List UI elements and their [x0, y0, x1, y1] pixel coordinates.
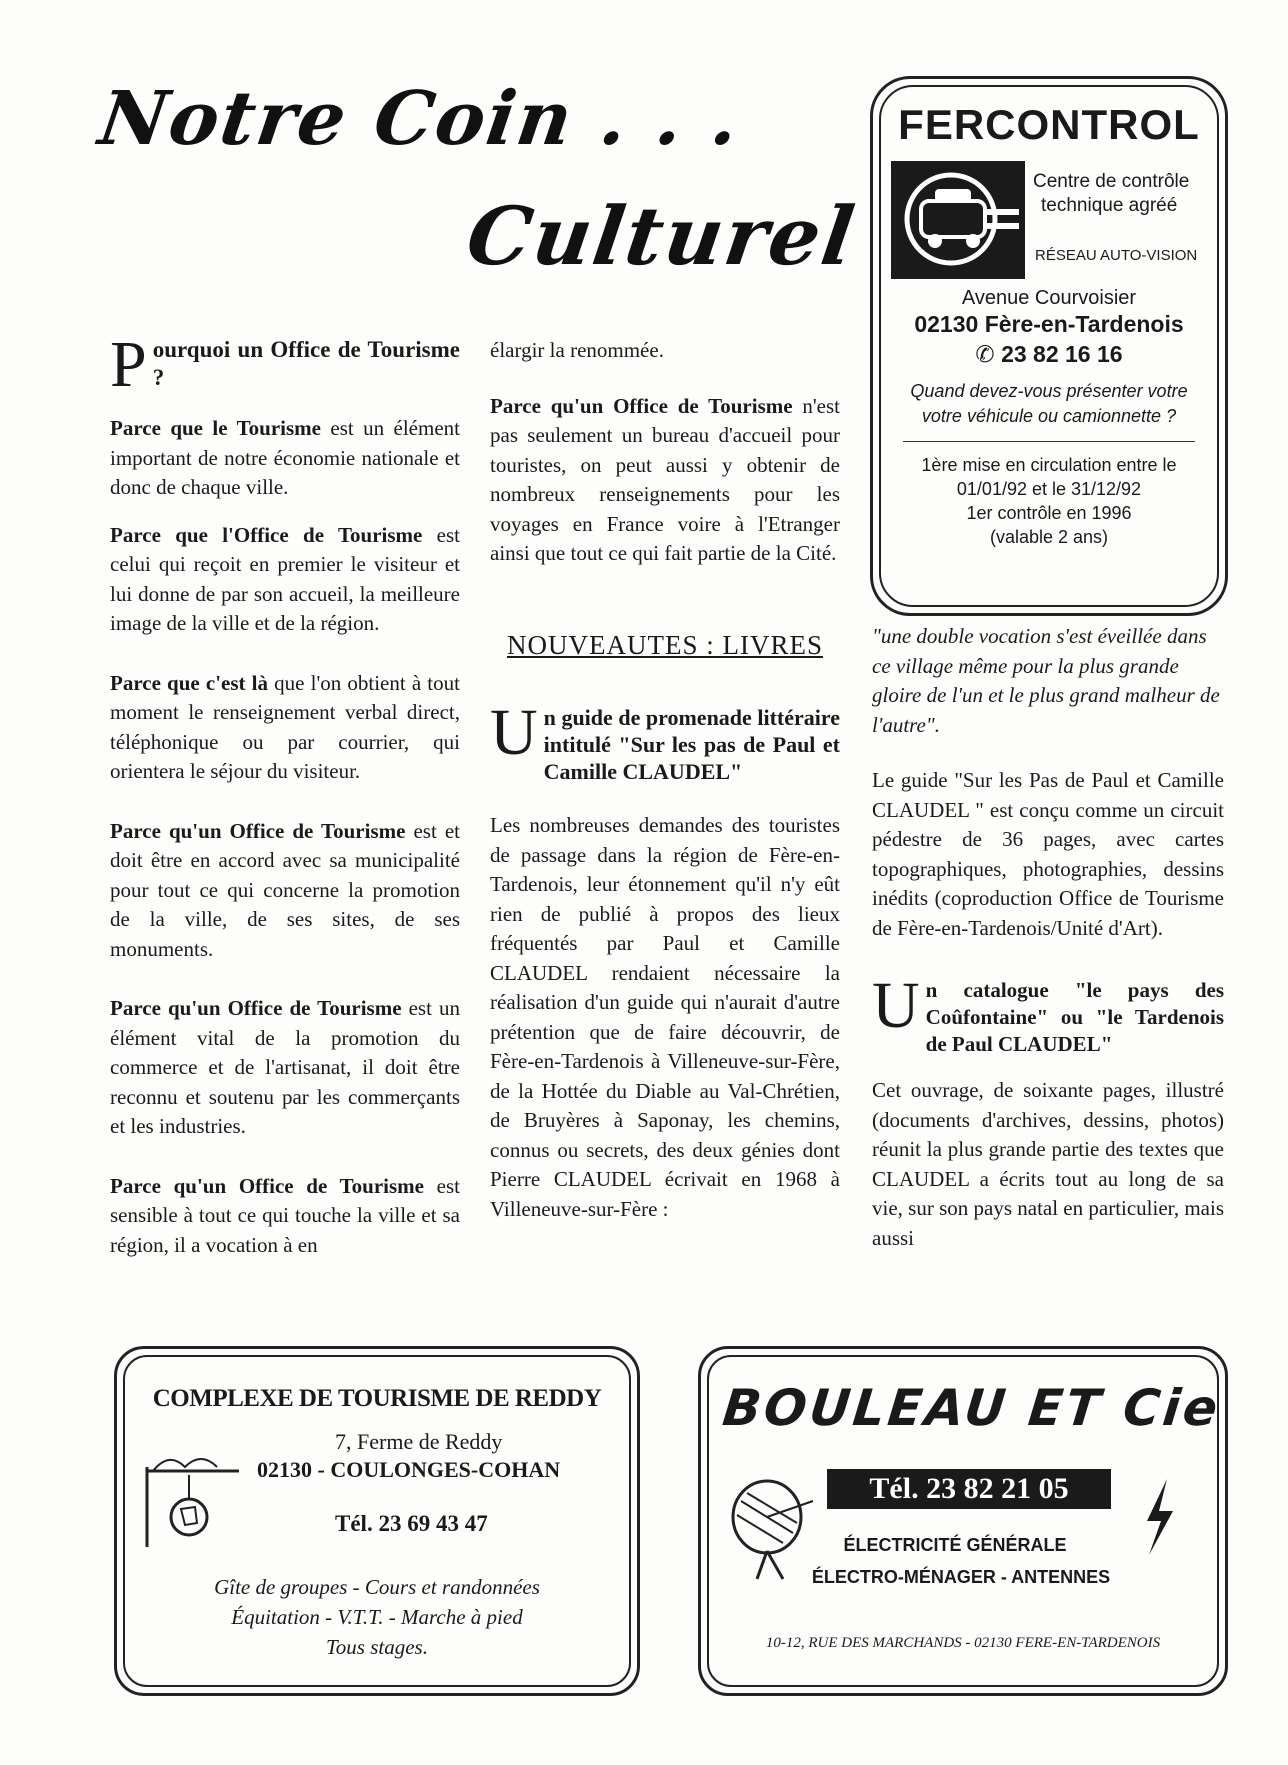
bouleau-service-2: ÉLECTRO-MÉNAGER - ANTENNES: [811, 1567, 1111, 1587]
fercontrol-question: Quand devez-vous présenter votre votre véhicule ou camionnette ?: [910, 381, 1188, 426]
horse-sign-icon: [139, 1447, 249, 1557]
column-2: [490, 336, 840, 1242]
paragraph: Les nombreuses demandes des touristes de passage dans la région de Fère-en-Tardenois, leur étonnement qu'il n'y eût rien de publié à propos des lieux fréquentés par Paul et Camille CLAUDEL rendaient nécessaire la réalisation d'un guide qui n'aurait d'autre prétention que de faire découvrir, de Fère-en-Tardenois à Villeneuve-sur-Fère, de la Hottée du Diable au Val-Chrétien, de Bruyères à Saponay, les chemins, connus ou secrets, des deux génies dont Pierre CLAUDEL écrivait en 1968 à Villeneuve-sur-Fère :: [490, 813, 840, 1221]
fercontrol-rule-2: 1er contrôle en 1996: [966, 503, 1132, 523]
fercontrol-street: Avenue Courvoisier: [961, 287, 1137, 309]
lightning-icon: [1139, 1477, 1179, 1557]
guide-title: n guide de promenade littéraire intitulé "Sur les pas de Paul et Camille CLAUDEL": [543, 705, 840, 784]
fercontrol-network: RÉSEAU AUTO-VISION: [1035, 247, 1198, 264]
paragraph: Parce qu'un Office de Tourisme est sensible à tout ce qui touche la ville et sa région, il a vocation à en: [110, 1173, 461, 1257]
fercontrol-name: FERCONTROL: [898, 101, 1200, 148]
reddy-city: 02130 - COULONGES-COHAN: [257, 1457, 561, 1482]
column-3: [872, 622, 1224, 1271]
section-heading: NOUVEAUTES : LIVRES: [507, 629, 823, 660]
page-title-line2: Culturel: [461, 189, 862, 283]
fercontrol-rule-3: (valable 2 ans): [989, 527, 1109, 547]
column-1: [110, 328, 461, 1278]
paragraph: Parce qu'un Office de Tourisme est et doit être en accord avec sa municipalité pour tout ce qui concerne la promotion de la ville, de ses sites, de ses monuments.: [110, 818, 460, 961]
paragraph: Le guide "Sur les Pas de Paul et Camille CLAUDEL " est conçu comme un circuit pédestre de 36 pages, avec cartes topographiques, photographies, dessins inédits (coproduction Office de Tourisme de Fère-en-Tardenois/Unité d'Art).: [872, 768, 1224, 940]
bouleau-phone: Tél. 23 82 21 05: [827, 1469, 1111, 1509]
fercontrol-city: 02130 Fère-en-Tardenois: [914, 311, 1184, 337]
reddy-line-2: Équitation - V.T.T. - Marche à pied: [231, 1605, 523, 1629]
reddy-address: 7, Ferme de Reddy: [335, 1429, 503, 1454]
reddy-phone: Tél. 23 69 43 47: [335, 1511, 488, 1536]
bouleau-name: BOULEAU ET Cie: [719, 1379, 1224, 1437]
reddy-line-3: Tous stages.: [326, 1635, 428, 1659]
dropcap: U: [490, 696, 538, 769]
paragraph: Parce que l'Office de Tourisme est celui qui reçoit en premier le visiteur et lui donne de par son accueil, la meilleure image de la ville et de la région.: [110, 522, 461, 635]
antenna-icon: [727, 1471, 817, 1581]
quote: "une double vocation s'est éveillée dans ce village même pour la plus grande gloire de l'un et le plus grand malheur de l'autre".: [872, 624, 1220, 737]
reddy-line-1: Gîte de groupes - Cours et randonnées: [214, 1575, 540, 1599]
paragraph: Parce qu'un Office de Tourisme est un élément vital de la promotion du commerce et de l'artisanat, il doit être reconnu et soutenu par les commerçants et les industries.: [110, 996, 461, 1138]
reddy-ad: [114, 1346, 640, 1696]
paragraph: Parce qu'un Office de Tourisme n'est pas seulement un bureau d'accueil pour touristes, on peut aussi y obtenir de nombreux renseignements pour les voyages en France voire à l'Etranger ainsi que tout ce qui fait partie de la Cité.: [490, 393, 840, 565]
paragraph: Parce que c'est là que l'on obtient à tout moment le renseignement verbal direct, téléphonique ou par courrier, qui orientera le séjour du visiteur.: [110, 670, 460, 783]
reddy-name: COMPLEXE DE TOURISME DE REDDY: [152, 1385, 602, 1412]
intro-heading: ourquoi un Office de Tourisme ?: [152, 337, 460, 390]
dropcap: P: [110, 328, 147, 401]
fercontrol-ad: [870, 76, 1228, 616]
car-logo-icon: [891, 161, 1025, 279]
dropcap: U: [872, 969, 920, 1042]
paragraph: Cet ouvrage, de soixante pages, illustré (documents d'archives, dessins, photos) réunit la plus grande partie des textes que CLAUDEL a écrits tout au long de sa vie, sur son pays natal en particulier, mais aussi: [872, 1078, 1224, 1250]
fercontrol-rule-1b: 01/01/92 et le 31/12/92: [956, 479, 1142, 499]
paragraph-continued: élargir la renommée.: [490, 338, 664, 362]
fercontrol-tagline-2: technique agréé: [1041, 195, 1178, 216]
fercontrol-phone: ✆ 23 82 16 16: [975, 341, 1123, 367]
fercontrol-rule-1a: 1ère mise en circulation entre le: [921, 455, 1177, 475]
fercontrol-tagline-1: Centre de contrôle: [1033, 171, 1190, 192]
bouleau-address: 10-12, RUE DES MARCHANDS - 02130 FERE-EN-TARDENOIS: [765, 1635, 1161, 1651]
catalogue-title: n catalogue "le pays des Coûfontaine" ou "le Tardenois de Paul CLAUDEL": [925, 978, 1224, 1056]
paragraph: Parce que le Tourisme est un élément important de notre économie nationale et donc de chaque ville.: [110, 416, 460, 499]
page-title-line1: Notre Coin . . .: [93, 76, 746, 162]
bouleau-ad: [698, 1346, 1228, 1696]
bouleau-service-1: ÉLECTRICITÉ GÉNÉRALE: [843, 1535, 1067, 1555]
